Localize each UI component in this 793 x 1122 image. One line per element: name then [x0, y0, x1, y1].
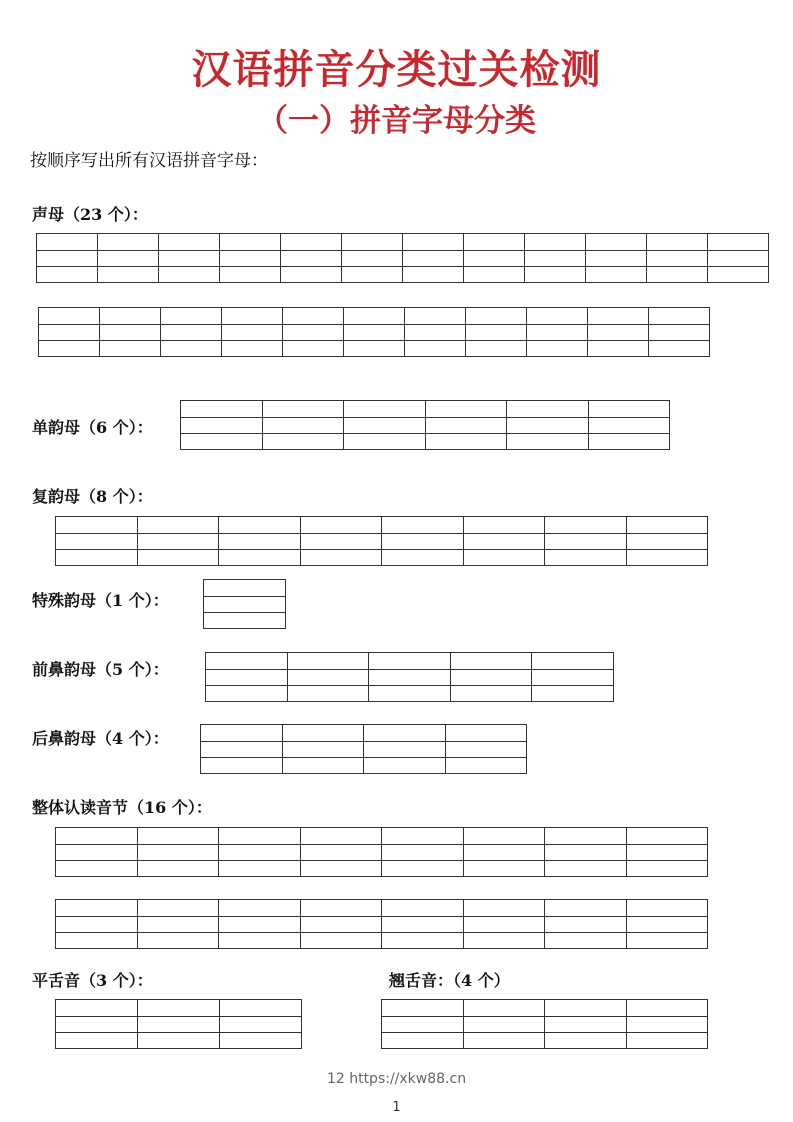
section-label-shengmu: 声母（23 个）： [32, 205, 148, 224]
instruction-text: 按顺序写出所有汉语拼音字母： [30, 151, 268, 171]
writing-cell[interactable] [206, 652, 288, 702]
writing-cell[interactable] [382, 827, 464, 877]
writing-cell[interactable] [56, 899, 138, 949]
writing-cell[interactable] [138, 516, 220, 566]
section-label-dan-yunmu: 单韵母（6 个）： [32, 418, 153, 437]
writing-cell[interactable] [220, 999, 302, 1049]
section-label-qianbi-yunmu: 前鼻韵母（5 个）： [32, 660, 169, 679]
writing-cell[interactable] [138, 999, 220, 1049]
writing-cell[interactable] [263, 400, 345, 450]
writing-cell[interactable] [647, 233, 708, 283]
writing-cell[interactable] [301, 899, 383, 949]
writing-cell[interactable] [525, 233, 586, 283]
page-title: 汉语拼音分类过关检测 [191, 47, 602, 93]
section-label-teshu-yunmu: 特殊韵母（1 个）： [32, 591, 169, 610]
page-number: 1 [392, 1100, 401, 1115]
writing-grid-shengmu-row2[interactable] [38, 307, 710, 357]
writing-cell[interactable] [56, 516, 138, 566]
writing-cell[interactable] [219, 899, 301, 949]
writing-cell[interactable] [649, 307, 710, 357]
writing-grid-zhengti-rendu-row1[interactable] [55, 827, 708, 877]
writing-grid-qianbi-yunmu[interactable] [205, 652, 614, 702]
writing-cell[interactable] [56, 999, 138, 1049]
writing-grid-zhengti-rendu-row2[interactable] [55, 899, 708, 949]
writing-cell[interactable] [446, 724, 528, 774]
writing-grid-teshu-yunmu[interactable] [203, 579, 286, 629]
writing-cell[interactable] [545, 999, 627, 1049]
writing-cell[interactable] [532, 652, 614, 702]
writing-cell[interactable] [37, 233, 98, 283]
writing-cell[interactable] [301, 516, 383, 566]
writing-cell[interactable] [222, 307, 283, 357]
section-label-fu-yunmu: 复韵母（8 个）： [32, 487, 153, 506]
writing-cell[interactable] [464, 233, 525, 283]
writing-cell[interactable] [382, 516, 464, 566]
writing-cell[interactable] [344, 400, 426, 450]
writing-grid-pingshe[interactable] [55, 999, 302, 1049]
writing-grid-qiaoshe[interactable] [381, 999, 708, 1049]
writing-cell[interactable] [364, 724, 446, 774]
writing-cell[interactable] [219, 516, 301, 566]
writing-cell[interactable] [588, 307, 649, 357]
writing-cell[interactable] [283, 724, 365, 774]
writing-grid-houbi-yunmu[interactable] [200, 724, 527, 774]
section-label-zhengti-rendu: 整体认读音节（16 个）： [32, 798, 212, 817]
writing-cell[interactable] [464, 827, 546, 877]
writing-cell[interactable] [545, 827, 627, 877]
writing-cell[interactable] [464, 999, 546, 1049]
writing-cell[interactable] [627, 899, 709, 949]
writing-grid-shengmu-row1[interactable] [36, 233, 769, 283]
writing-cell[interactable] [56, 827, 138, 877]
writing-cell[interactable] [545, 899, 627, 949]
writing-cell[interactable] [344, 307, 405, 357]
writing-cell[interactable] [627, 999, 709, 1049]
writing-cell[interactable] [283, 307, 344, 357]
writing-cell[interactable] [545, 516, 627, 566]
writing-cell[interactable] [204, 579, 286, 629]
writing-cell[interactable] [161, 307, 222, 357]
writing-cell[interactable] [301, 827, 383, 877]
writing-cell[interactable] [369, 652, 451, 702]
writing-cell[interactable] [100, 307, 161, 357]
writing-cell[interactable] [464, 516, 546, 566]
writing-cell[interactable] [342, 233, 403, 283]
page-subtitle: （一）拼音字母分类 [257, 103, 536, 139]
writing-cell[interactable] [288, 652, 370, 702]
writing-cell[interactable] [405, 307, 466, 357]
writing-cell[interactable] [138, 899, 220, 949]
writing-cell[interactable] [589, 400, 671, 450]
writing-cell[interactable] [627, 516, 709, 566]
writing-cell[interactable] [138, 827, 220, 877]
writing-cell[interactable] [451, 652, 533, 702]
footer-site-text: 12 https://xkw88.cn [326, 1071, 467, 1087]
writing-cell[interactable] [382, 899, 464, 949]
writing-cell[interactable] [403, 233, 464, 283]
writing-cell[interactable] [627, 827, 709, 877]
writing-cell[interactable] [98, 233, 159, 283]
writing-grid-fu-yunmu[interactable] [55, 516, 708, 566]
writing-cell[interactable] [466, 307, 527, 357]
writing-cell[interactable] [220, 233, 281, 283]
section-label-pingshe: 平舌音（3 个）： [32, 971, 153, 990]
writing-cell[interactable] [181, 400, 263, 450]
writing-cell[interactable] [39, 307, 100, 357]
writing-cell[interactable] [708, 233, 769, 283]
writing-cell[interactable] [201, 724, 283, 774]
section-label-houbi-yunmu: 后鼻韵母（4 个）： [32, 729, 169, 748]
writing-cell[interactable] [586, 233, 647, 283]
writing-cell[interactable] [426, 400, 508, 450]
writing-cell[interactable] [219, 827, 301, 877]
writing-cell[interactable] [159, 233, 220, 283]
writing-cell[interactable] [527, 307, 588, 357]
section-label-qiaoshe: 翘舌音：（4 个） [389, 971, 510, 990]
writing-cell[interactable] [464, 899, 546, 949]
writing-grid-dan-yunmu[interactable] [180, 400, 670, 450]
writing-cell[interactable] [281, 233, 342, 283]
writing-cell[interactable] [507, 400, 589, 450]
writing-cell[interactable] [382, 999, 464, 1049]
